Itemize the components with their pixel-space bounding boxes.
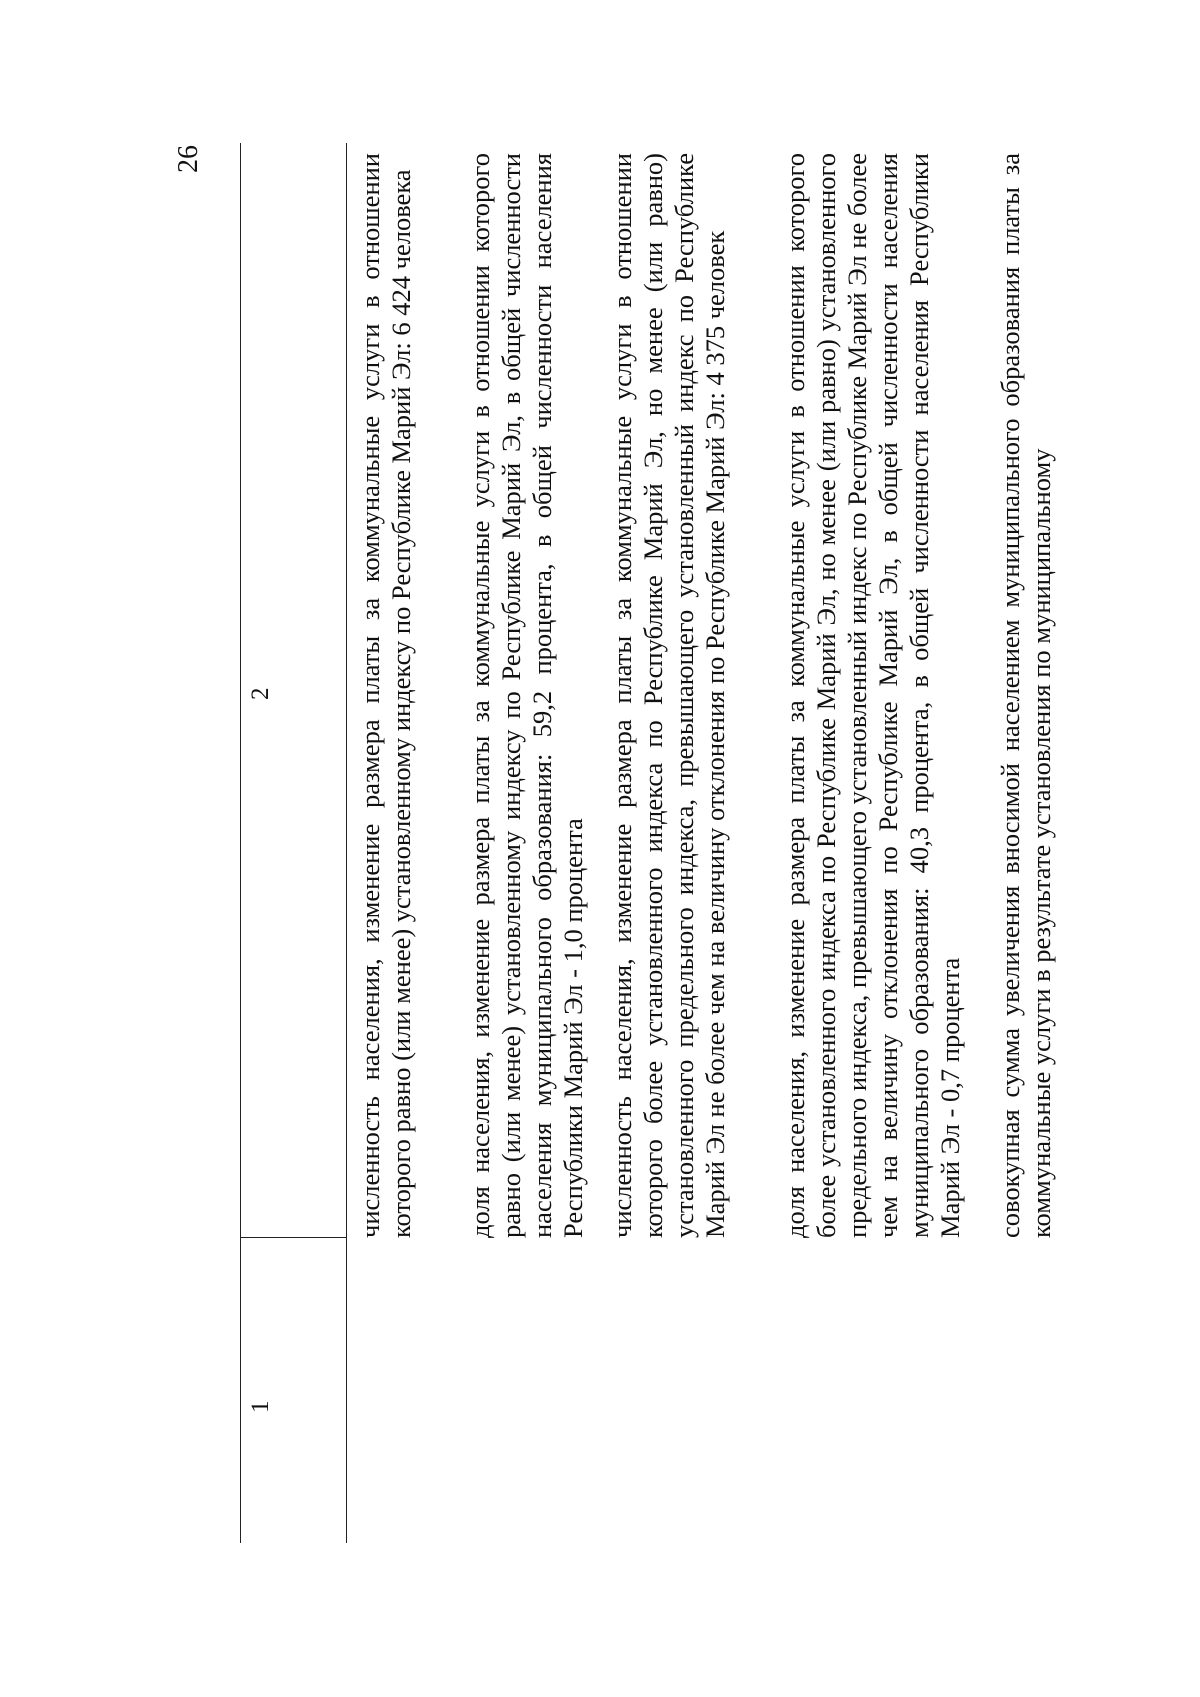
table-row: совокупная сумма увеличения вносимой населением муниципального образования платы за коммунальные услуги в результате установления по муниципальному (995, 153, 1056, 1238)
table-row: доля населения, изменение размера платы за коммунальные услуги в отношении которого равно (или менее) установленному индексу по Республике Марий Эл, в общей численности населения муниципального образования: 59,2 процента, в общей численности населения Республики Марий Эл - 1,0 процента (465, 153, 588, 1238)
table-row: доля населения, изменение размера платы за коммунальные услуги в отношении которого более установленного индекса по Республике Марий Эл, но менее (или равно) установленного предельного индекса, превышающего установленный индекс по Республике Марий Эл не более чем на величину отклонения по Республике Марий Эл, в общей численности населения муниципального образования: 40,3 процента, в общей численности населения Республики Марий Эл - 0,7 процента (780, 153, 965, 1238)
table-row: численность населения, изменение размера платы за коммунальные услуги в отношении которого равно (или менее) установленному индексу по Республике Марий Эл: 6 424 человека (355, 153, 416, 1238)
column-divider (241, 1237, 346, 1238)
column-header-2: 2 (247, 687, 274, 700)
column-header-1: 1 (247, 1400, 274, 1413)
table-header (240, 143, 347, 1543)
rotated-page (175, 143, 1100, 1543)
table-row: численность населения, изменение размера платы за коммунальные услуги в отношении которого более установленного индекса по Республике Марий Эл, но менее (или равно) установленного предельного индекса, превышающего установленный индекс по Республике Марий Эл не более чем на величину отклонения по Республике Марий Эл: 4 375 человек (607, 153, 730, 1238)
page-number: 26 (173, 145, 204, 173)
